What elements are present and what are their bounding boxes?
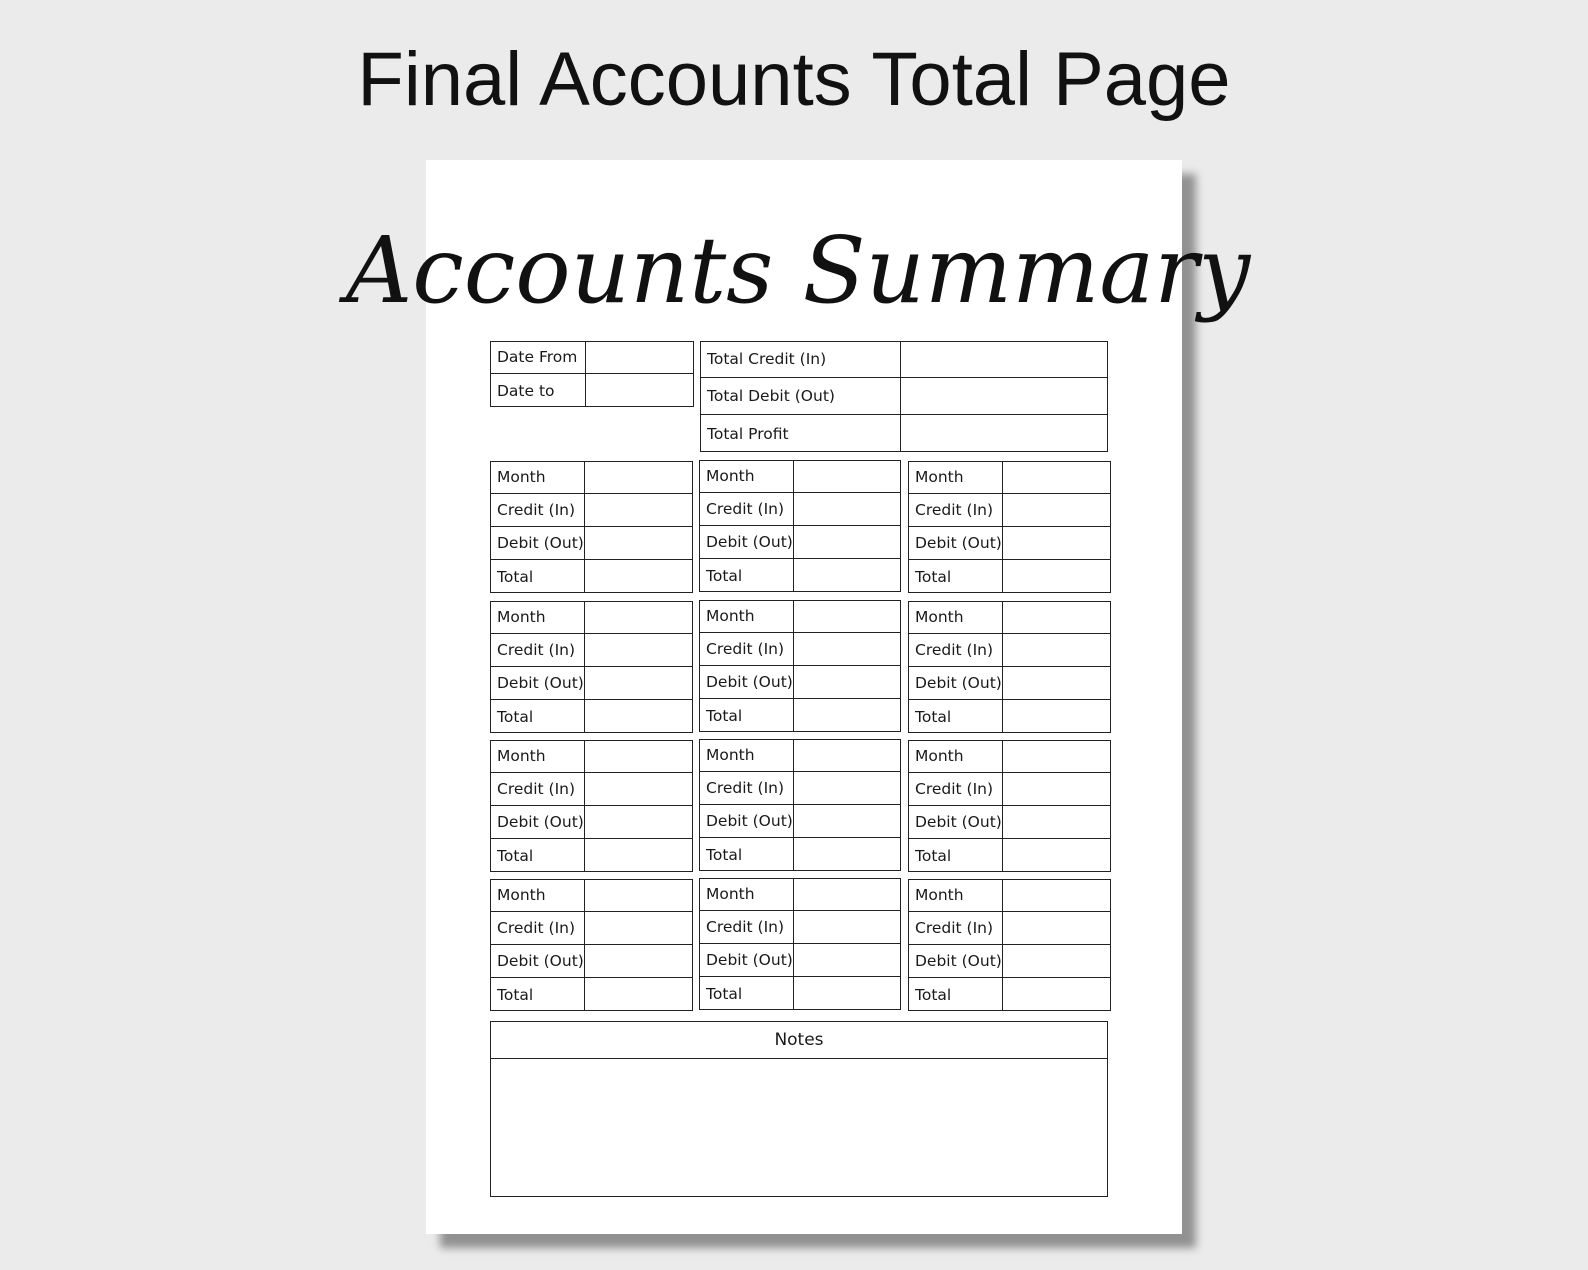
row-value-field[interactable]	[901, 341, 1107, 377]
row-value-field[interactable]	[1003, 634, 1110, 666]
row-label: Month	[909, 601, 1003, 633]
form-row	[491, 945, 692, 978]
row-label: Total	[909, 978, 1003, 1011]
row-value-field[interactable]	[794, 600, 900, 632]
row-value-field[interactable]	[1003, 879, 1110, 911]
row-value-field[interactable]	[1003, 700, 1110, 733]
row-label: Month	[491, 879, 585, 911]
row-label: Total	[700, 977, 794, 1010]
row-label: Month	[909, 461, 1003, 493]
row-label: Month	[491, 601, 585, 633]
form-row	[701, 378, 1107, 415]
row-label: Month	[700, 600, 794, 632]
accounts-summary-sheet	[345, 160, 1251, 1234]
row-value-field[interactable]	[794, 838, 900, 871]
row-label: Debit (Out)	[700, 666, 794, 698]
row-label: Credit (In)	[909, 773, 1003, 805]
row-label: Debit (Out)	[909, 806, 1003, 838]
row-value-field[interactable]	[794, 977, 900, 1010]
row-label: Date From	[491, 341, 586, 373]
form-row	[491, 978, 692, 1011]
form-row	[700, 739, 900, 772]
form-row	[491, 806, 692, 839]
row-label: Total	[491, 560, 585, 593]
row-label: Debit (Out)	[491, 527, 585, 559]
form-row	[491, 494, 692, 527]
row-value-field[interactable]	[585, 461, 692, 493]
form-row	[491, 879, 692, 912]
form-row	[700, 559, 900, 592]
row-value-field[interactable]	[586, 341, 693, 373]
form-row	[700, 699, 900, 732]
row-label: Credit (In)	[700, 633, 794, 665]
row-value-field[interactable]	[586, 374, 693, 407]
row-value-field[interactable]	[585, 494, 692, 526]
row-label: Debit (Out)	[909, 945, 1003, 977]
row-label: Credit (In)	[491, 773, 585, 805]
month-box	[908, 740, 1111, 872]
row-value-field[interactable]	[794, 493, 900, 525]
form-row	[909, 560, 1110, 593]
month-box	[490, 740, 693, 872]
row-value-field[interactable]	[1003, 945, 1110, 977]
row-label: Total	[700, 838, 794, 871]
row-value-field[interactable]	[1003, 773, 1110, 805]
row-value-field[interactable]	[585, 560, 692, 593]
row-value-field[interactable]	[1003, 740, 1110, 772]
row-label: Month	[700, 878, 794, 910]
row-value-field[interactable]	[794, 772, 900, 804]
form-row	[909, 912, 1110, 945]
row-label: Month	[491, 740, 585, 772]
row-label: Month	[700, 739, 794, 771]
row-label: Debit (Out)	[491, 667, 585, 699]
row-value-field[interactable]	[585, 945, 692, 977]
form-row	[491, 527, 692, 560]
form-row	[491, 667, 692, 700]
form-row	[909, 806, 1110, 839]
form-row	[700, 838, 900, 871]
row-label: Total	[909, 700, 1003, 733]
row-label: Date to	[491, 374, 586, 407]
row-value-field[interactable]	[585, 527, 692, 559]
form-row	[700, 878, 900, 911]
row-label: Month	[909, 879, 1003, 911]
form-row	[909, 945, 1110, 978]
row-label: Total Profit	[701, 415, 901, 452]
row-value-field[interactable]	[794, 699, 900, 732]
row-label: Month	[909, 740, 1003, 772]
form-row	[700, 600, 900, 633]
month-box	[699, 878, 901, 1010]
row-label: Credit (In)	[491, 634, 585, 666]
row-label: Credit (In)	[700, 911, 794, 943]
form-row	[909, 879, 1110, 912]
row-label: Debit (Out)	[700, 944, 794, 976]
form-row	[909, 461, 1110, 494]
script-title	[345, 160, 1251, 350]
row-label: Debit (Out)	[909, 667, 1003, 699]
row-value-field[interactable]	[585, 740, 692, 772]
form-row	[700, 666, 900, 699]
row-label: Total	[700, 559, 794, 592]
row-label: Total	[491, 978, 585, 1011]
row-label: Total	[909, 839, 1003, 872]
row-label: Debit (Out)	[491, 806, 585, 838]
row-value-field[interactable]	[1003, 806, 1110, 838]
form-row	[700, 772, 900, 805]
notes-heading: Notes	[491, 1022, 1107, 1059]
row-value-field[interactable]	[1003, 560, 1110, 593]
row-label: Credit (In)	[909, 634, 1003, 666]
row-label: Credit (In)	[700, 493, 794, 525]
form-row	[909, 773, 1110, 806]
form-row	[909, 527, 1110, 560]
month-box	[908, 879, 1111, 1011]
row-label: Credit (In)	[491, 912, 585, 944]
date-range-box	[490, 341, 694, 407]
form-row	[491, 341, 693, 374]
row-value-field[interactable]	[585, 839, 692, 872]
form-row	[909, 978, 1110, 1011]
row-value-field[interactable]	[585, 667, 692, 699]
form-row	[700, 805, 900, 838]
month-box	[490, 879, 693, 1011]
month-box	[490, 461, 693, 593]
script-title-text: Accounts Summary	[345, 217, 1251, 324]
row-label: Credit (In)	[909, 494, 1003, 526]
row-label: Debit (Out)	[491, 945, 585, 977]
form-row	[700, 911, 900, 944]
form-row	[909, 667, 1110, 700]
form-row	[909, 494, 1110, 527]
row-label: Total Debit (Out)	[701, 378, 901, 414]
form-row	[701, 415, 1107, 452]
row-value-field[interactable]	[585, 634, 692, 666]
form-row	[491, 560, 692, 593]
row-label: Month	[491, 461, 585, 493]
row-label: Total	[491, 839, 585, 872]
form-row	[700, 944, 900, 977]
form-row	[909, 740, 1110, 773]
row-value-field[interactable]	[794, 944, 900, 976]
totals-box	[700, 341, 1108, 452]
form-row	[909, 601, 1110, 634]
row-value-field[interactable]	[585, 912, 692, 944]
row-value-field[interactable]	[1003, 461, 1110, 493]
row-label: Month	[700, 460, 794, 492]
row-value-field[interactable]	[585, 879, 692, 911]
form-row	[700, 493, 900, 526]
row-label: Debit (Out)	[700, 805, 794, 837]
row-value-field[interactable]	[1003, 978, 1110, 1011]
month-box	[908, 461, 1111, 593]
row-label: Total	[700, 699, 794, 732]
notes-box	[490, 1021, 1108, 1197]
row-label: Debit (Out)	[909, 527, 1003, 559]
row-value-field[interactable]	[1003, 667, 1110, 699]
row-value-field[interactable]	[1003, 839, 1110, 872]
row-value-field[interactable]	[585, 773, 692, 805]
form-row	[491, 461, 692, 494]
row-value-field[interactable]	[794, 911, 900, 943]
month-box	[699, 739, 901, 871]
form-row	[491, 634, 692, 667]
row-value-field[interactable]	[585, 700, 692, 733]
row-value-field[interactable]	[794, 739, 900, 771]
row-value-field[interactable]	[901, 378, 1107, 414]
row-value-field[interactable]	[1003, 601, 1110, 633]
row-value-field[interactable]	[794, 633, 900, 665]
row-value-field[interactable]	[901, 415, 1107, 452]
form-row	[491, 374, 693, 407]
form-row	[491, 773, 692, 806]
form-row	[701, 341, 1107, 378]
row-label: Total	[909, 560, 1003, 593]
form-row	[700, 460, 900, 493]
form-row	[700, 526, 900, 559]
row-value-field[interactable]	[1003, 527, 1110, 559]
row-label: Credit (In)	[909, 912, 1003, 944]
row-value-field[interactable]	[794, 559, 900, 592]
notes-field[interactable]	[491, 1059, 1107, 1196]
form-row	[909, 700, 1110, 733]
row-value-field[interactable]	[794, 666, 900, 698]
banner-title: Final Accounts Total Page	[357, 37, 1231, 122]
form-row	[491, 740, 692, 773]
row-value-field[interactable]	[1003, 912, 1110, 944]
row-value-field[interactable]	[585, 601, 692, 633]
row-label: Debit (Out)	[700, 526, 794, 558]
form-row	[491, 912, 692, 945]
form-row	[909, 839, 1110, 872]
row-value-field[interactable]	[1003, 494, 1110, 526]
row-value-field[interactable]	[794, 526, 900, 558]
row-value-field[interactable]	[794, 460, 900, 492]
form-row	[909, 634, 1110, 667]
form-row	[700, 977, 900, 1010]
month-box	[699, 460, 901, 592]
form-row	[491, 601, 692, 634]
month-box	[699, 600, 901, 732]
month-box	[908, 601, 1111, 733]
row-value-field[interactable]	[585, 978, 692, 1011]
form-row	[491, 700, 692, 733]
form-row	[700, 633, 900, 666]
row-value-field[interactable]	[585, 806, 692, 838]
row-label: Credit (In)	[491, 494, 585, 526]
row-label: Total	[491, 700, 585, 733]
row-label: Total Credit (In)	[701, 341, 901, 377]
form-row	[491, 839, 692, 872]
month-box	[490, 601, 693, 733]
row-value-field[interactable]	[794, 805, 900, 837]
row-value-field[interactable]	[794, 878, 900, 910]
row-label: Credit (In)	[700, 772, 794, 804]
